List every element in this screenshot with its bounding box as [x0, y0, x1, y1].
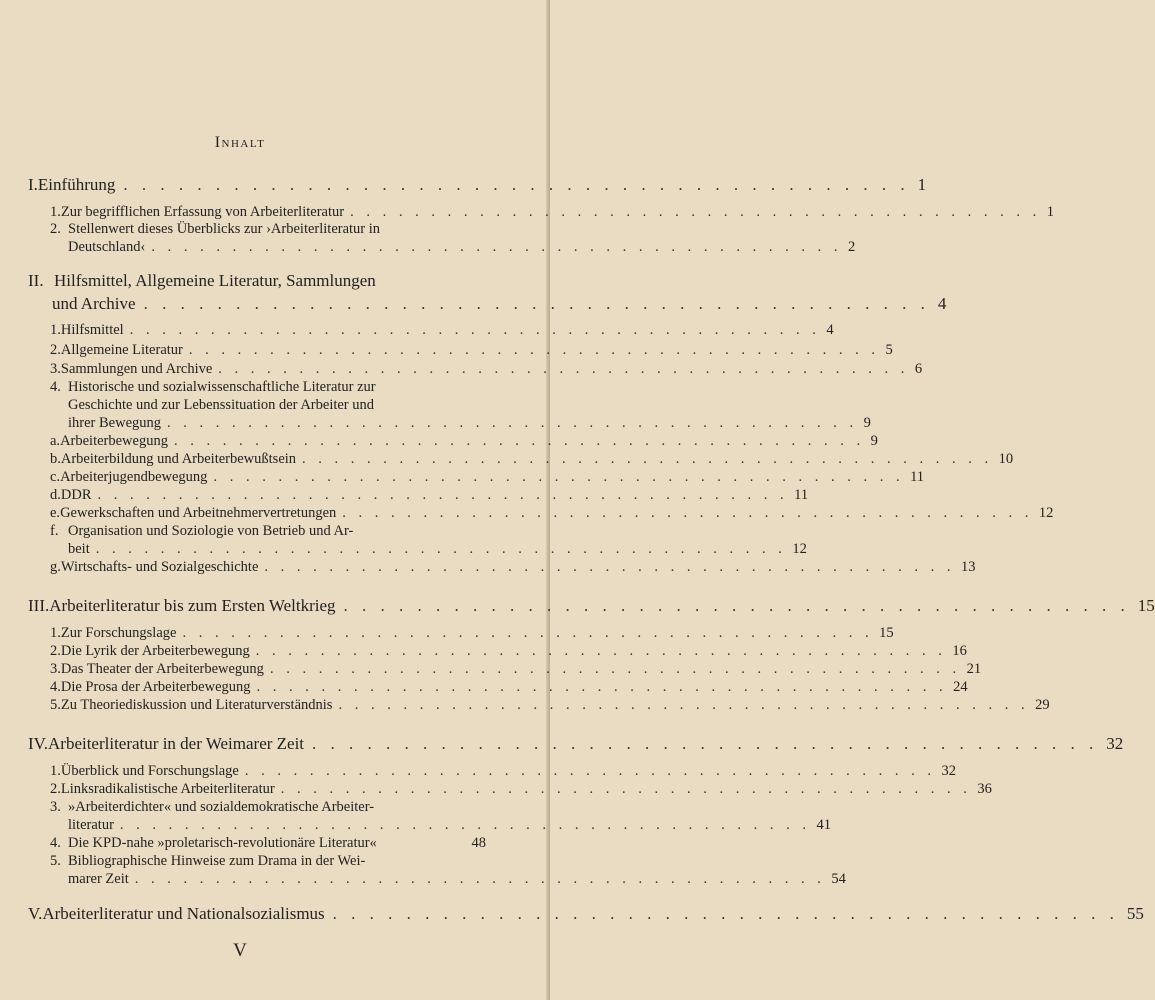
chapter-number: IV. [28, 734, 48, 753]
chapter-title: Arbeiterliteratur bis zum Ersten Weltkrieg [49, 596, 336, 615]
toc-item: b. Arbeiterbildung und Arbeiterbewußtsein . . . . . . . . . . . . . . . . . . . . . . . . . . . . . . . . . . . . . . . . . . . 10 [50, 451, 1014, 467]
leader-dots: . . . . . . . . . . . . . . . . . . . . . . . . . . . . . . . . . . . . . . . . . . . [312, 734, 1099, 753]
toc-item: 5. Bibliographische Hinweise zum Drama in der Wei- [50, 853, 366, 869]
leader-dots: . . . . . . . . . . . . . . . . . . . . . . . . . . . . . . . . . . . . . . . . . . . [123, 175, 910, 194]
toc-item: f. Organisation und Soziologie von Betrieb und Ar- [50, 523, 354, 539]
chapter-title: Arbeiterliteratur und Nationalsozialismus [42, 904, 325, 923]
toc-item: 4. Die Prosa der Arbeiterbewegung . . . . . . . . . . . . . . . . . . . . . . . . . . . . . . . . . . . . . . . . . . . 24 [50, 679, 968, 695]
toc-item-continuation: literatur . . . . . . . . . . . . . . . . . . . . . . . . . . . . . . . . . . . . . . . . . . . 41 [68, 817, 832, 833]
toc-item: 3. Sammlungen und Archive . . . . . . . . . . . . . . . . . . . . . . . . . . . . . . . . . . . . . . . . . . . 6 [50, 361, 923, 377]
toc-item: 2. Allgemeine Literatur . . . . . . . . . . . . . . . . . . . . . . . . . . . . . . . . . . . . . . . . . . . 5 [50, 342, 893, 358]
toc-item: 2. Die Lyrik der Arbeiterbewegung . . . . . . . . . . . . . . . . . . . . . . . . . . . . . . . . . . . . . . . . . . . 16 [50, 643, 967, 659]
chapter-title: Einführung [37, 175, 116, 194]
toc-item: c. Arbeiterjugendbewegung . . . . . . . . . . . . . . . . . . . . . . . . . . . . . . . . . . . . . . . . . . . 11 [50, 469, 925, 485]
toc-item: 2. Linksradikalistische Arbeiterliteratur . . . . . . . . . . . . . . . . . . . . . . . . . . . . . . . . . . . . . . . . . . . 36 [50, 781, 992, 797]
page-number: 1 [917, 175, 927, 194]
leader-dots: . . . . . . . . . . . . . . . . . . . . . . . . . . . . . . . . . . . . . . . . . . . [343, 596, 1130, 615]
toc-item-continuation: beit . . . . . . . . . . . . . . . . . . . . . . . . . . . . . . . . . . . . . . . . . . . 12 [68, 541, 807, 557]
toc-item: g. Wirtschafts- und Sozialgeschichte . . . . . . . . . . . . . . . . . . . . . . . . . . . . . . . . . . . . . . . . . . . 13 [50, 559, 976, 575]
toc-item: e. Gewerkschaften und Arbeitnehmervertretungen . . . . . . . . . . . . . . . . . . . . . . . . . . . . . . . . . . . . . . . . . . . 12 [50, 505, 1054, 521]
toc-item: 3. »Arbeiterdichter« und sozialdemokratische Arbeiter- [50, 799, 375, 815]
toc-item: a. Arbeiterbewegung . . . . . . . . . . . . . . . . . . . . . . . . . . . . . . . . . . . . . . . . . . . 9 [50, 433, 878, 449]
chapter-title: Arbeiterliteratur in der Weimarer Zeit [48, 734, 305, 753]
toc-item: 4. Die KPD-nahe »proletarisch-revolutionäre Literatur« 48 [50, 835, 486, 851]
page-number: 32 [1106, 734, 1124, 753]
toc-item: 1. Hilfsmittel . . . . . . . . . . . . . . . . . . . . . . . . . . . . . . . . . . . . . . . . . . . 4 [50, 322, 834, 338]
leader-dots: . . . . . . . . . . . . . . . . . . . . . . . . . . . . . . . . . . . . . . . . . . . [332, 904, 1119, 923]
toc-item: 3. Das Theater der Arbeiterbewegung . . . . . . . . . . . . . . . . . . . . . . . . . . . . . . . . . . . . . . . . . . . 21 [50, 661, 982, 677]
chapter-number: V. [28, 904, 43, 923]
chapter-title: Hilfsmittel, Allgemeine Literatur, Sammlungen [54, 271, 376, 290]
toc-item: 4. Historische und sozialwissenschaftliche Literatur zur [50, 379, 376, 395]
page-number: 15 [1137, 596, 1155, 615]
toc-item: 1. Zur Forschungslage . . . . . . . . . . . . . . . . . . . . . . . . . . . . . . . . . . . . . . . . . . . 15 [50, 625, 894, 641]
chapter-2 [28, 271, 486, 291]
page-number: 55 [1126, 904, 1144, 923]
chapter-number: I. [28, 175, 38, 194]
chapter-4 [28, 734, 1124, 754]
folio-page-number: V [233, 940, 247, 961]
toc-item: 1. Überblick und Forschungslage . . . . . . . . . . . . . . . . . . . . . . . . . . . . . . . . . . . . . . . . . . . 32 [50, 763, 956, 779]
chapter-number: III. [28, 596, 50, 615]
toc-item-continuation: Geschichte und zur Lebenssituation der Arbeiter und [68, 397, 375, 413]
toc-item: 1. Zur begrifflichen Erfassung von Arbeiterliteratur . . . . . . . . . . . . . . . . . . . . . . . . . . . . . . . . . . . . . . . . . . . 1 [50, 204, 1054, 220]
chapter-3 [28, 596, 1155, 616]
chapter-5 [28, 904, 1144, 924]
toc-item: 2. Stellenwert dieses Überblicks zur ›Arbeiterliteratur in [50, 221, 381, 237]
chapter-number: II. [28, 271, 44, 290]
chapter-1 [28, 175, 927, 195]
toc-item: 5. Zu Theoriediskussion und Literaturverständnis . . . . . . . . . . . . . . . . . . . . . . . . . . . . . . . . . . . . . . . . . . . 29 [50, 697, 1050, 713]
toc-item-continuation: Deutschland‹ . . . . . . . . . . . . . . . . . . . . . . . . . . . . . . . . . . . . . . . . . . . 2 [68, 239, 856, 255]
toc-item: d. DDR . . . . . . . . . . . . . . . . . . . . . . . . . . . . . . . . . . . . . . . . . . . 11 [50, 487, 809, 503]
page-title: Inhalt [214, 134, 266, 151]
toc-item-continuation: ihrer Bewegung . . . . . . . . . . . . . . . . . . . . . . . . . . . . . . . . . . . . . . . . . . . 9 [68, 415, 871, 431]
chapter-2-title-cont: und Archive . . . . . . . . . . . . . . . . . . . . . . . . . . . . . . . . . . . . . . . . . . . 4 [52, 294, 947, 313]
toc-item-continuation: marer Zeit . . . . . . . . . . . . . . . . . . . . . . . . . . . . . . . . . . . . . . . . . . . 54 [68, 871, 846, 887]
